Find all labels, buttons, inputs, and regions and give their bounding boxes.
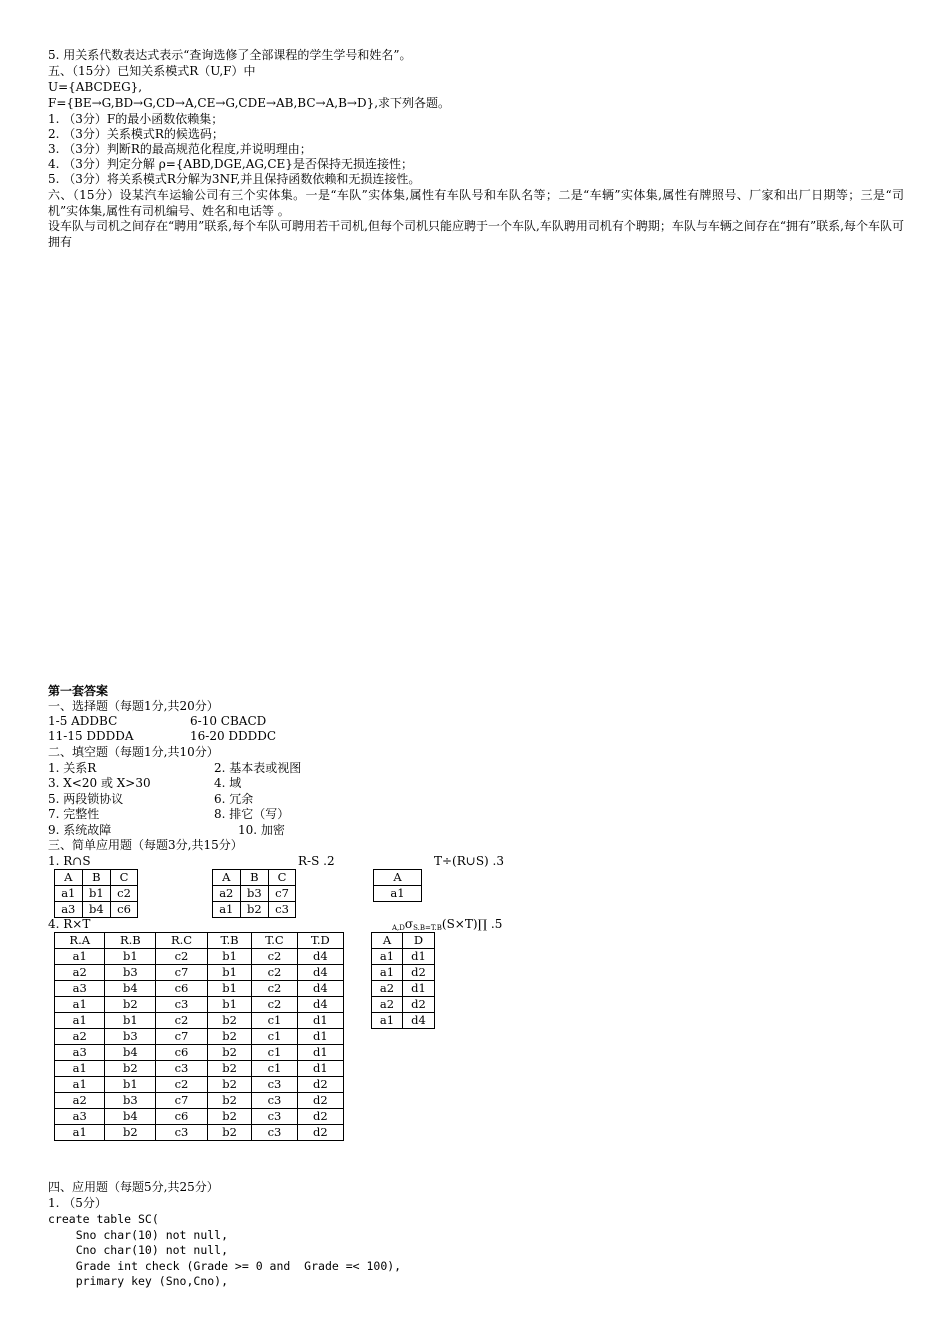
- table-row: [55, 1109, 344, 1125]
- table-cell: d1: [402, 949, 434, 965]
- table-cell: a1: [372, 1013, 403, 1029]
- fill-answer: 2. 基本表或视图: [214, 761, 302, 775]
- fill-answer: 4. 域: [214, 776, 242, 790]
- table-cell: a3: [55, 1045, 105, 1061]
- code-line: Sno char(10) not null,: [48, 1228, 229, 1242]
- result-table-projection: [371, 932, 435, 1029]
- answers-section-2-title: 二、填空题（每题1分,共10分）: [48, 745, 219, 759]
- fill-answer: 7. 完整性: [48, 807, 100, 821]
- table-row: [55, 1013, 344, 1029]
- table-cell: b4: [82, 902, 111, 918]
- table-row: [55, 981, 344, 997]
- table-cell: b2: [207, 1061, 252, 1077]
- table-row: [55, 1077, 344, 1093]
- table-cell: c7: [156, 965, 208, 981]
- table-cell: d1: [297, 1045, 343, 1061]
- table-cell: a2: [55, 1093, 105, 1109]
- answers-section-4-item-1: 1. （5分）: [48, 1196, 107, 1210]
- table-cell: a1: [55, 949, 105, 965]
- table-cell: b2: [240, 902, 269, 918]
- table-header-row: [374, 870, 422, 886]
- table-cell: c3: [269, 902, 296, 918]
- table-cell: b3: [105, 965, 156, 981]
- table-cell: b4: [105, 981, 156, 997]
- choice-answer: 1-5 ADDBC: [48, 714, 118, 728]
- table-cell: b4: [105, 1109, 156, 1125]
- table-header-cell: D: [402, 933, 434, 949]
- question-5-line: 5. 用关系代数表达式表示“查询选修了全部课程的学生学号和姓名”。: [48, 48, 412, 62]
- table-row: [55, 1061, 344, 1077]
- table-cell: b2: [105, 997, 156, 1013]
- table-row: [55, 1029, 344, 1045]
- table-cell: d1: [297, 1013, 343, 1029]
- table-cell: b1: [82, 886, 111, 902]
- table-cell: a2: [372, 981, 403, 997]
- table-cell: b2: [207, 1109, 252, 1125]
- table-cell: c2: [111, 886, 138, 902]
- table-row: [372, 1013, 435, 1029]
- table-cell: b3: [240, 886, 269, 902]
- relation-label-1: 1. R∩S: [48, 854, 91, 868]
- table-cell: c3: [252, 1109, 297, 1125]
- answers-section-1-title: 一、选择题（每题1分,共20分）: [48, 699, 219, 713]
- table-cell: c2: [252, 949, 297, 965]
- relation-expression: (S×T)∏ .5: [441, 917, 503, 931]
- fill-answer: 1. 关系R: [48, 761, 97, 775]
- table-row: [55, 886, 138, 902]
- table-cell: b2: [207, 1125, 252, 1141]
- table-header-row: [372, 933, 435, 949]
- code-line: create table SC(: [48, 1212, 159, 1226]
- table-cell: c2: [156, 1013, 208, 1029]
- table-cell: a3: [55, 1109, 105, 1125]
- table-header-cell: R.C: [156, 933, 208, 949]
- table-row: [55, 1093, 344, 1109]
- table-cell: b2: [105, 1061, 156, 1077]
- table-cell: b1: [105, 1013, 156, 1029]
- table-cell: b1: [207, 949, 252, 965]
- table-header-row: [55, 933, 344, 949]
- table-row: [213, 902, 296, 918]
- table-cell: c1: [252, 1029, 297, 1045]
- result-table-intersection: [54, 869, 138, 918]
- table-cell: d4: [402, 1013, 434, 1029]
- table-row: [372, 997, 435, 1013]
- table-cell: c3: [252, 1093, 297, 1109]
- table-cell: b1: [105, 949, 156, 965]
- table-cell: c6: [111, 902, 138, 918]
- table-header-cell: B: [240, 870, 269, 886]
- table-cell: d2: [297, 1077, 343, 1093]
- table-row: [372, 981, 435, 997]
- code-line: Cno char(10) not null,: [48, 1243, 229, 1257]
- table-header-cell: R.B: [105, 933, 156, 949]
- table-row: [55, 949, 344, 965]
- answers-title: 第一套答案: [48, 684, 109, 698]
- fill-answer: 5. 两段锁协议: [48, 792, 124, 806]
- table-cell: b1: [105, 1077, 156, 1093]
- table-row: [374, 886, 422, 902]
- table-cell: a1: [55, 886, 83, 902]
- table-cell: a3: [55, 981, 105, 997]
- table-cell: c3: [156, 1125, 208, 1141]
- table-header-cell: B: [82, 870, 111, 886]
- table-header-cell: C: [111, 870, 138, 886]
- table-cell: b2: [207, 1013, 252, 1029]
- table-header-cell: T.D: [297, 933, 343, 949]
- table-cell: b2: [207, 1077, 252, 1093]
- code-line: primary key (Sno,Cno),: [48, 1274, 229, 1288]
- fill-answer: 10. 加密: [238, 823, 285, 837]
- table-cell: a2: [213, 886, 241, 902]
- table-cell: c2: [252, 965, 297, 981]
- table-row: [55, 965, 344, 981]
- table-row: [55, 902, 138, 918]
- table-cell: b2: [207, 1029, 252, 1045]
- table-cell: c2: [156, 949, 208, 965]
- table-cell: a2: [55, 1029, 105, 1045]
- choice-answer: 6-10 CBACD: [190, 714, 267, 728]
- table-cell: a2: [55, 965, 105, 981]
- section-5-item: 5. （3分）将关系模式R分解为3NF,并且保持函数依赖和无损连接性。: [48, 172, 421, 186]
- section-5-f: F={BE→G,BD→G,CD→A,CE→G,CDE→AB,BC→A,B→D},求下列各题。: [48, 96, 451, 110]
- table-cell: c7: [156, 1029, 208, 1045]
- table-cell: d2: [297, 1093, 343, 1109]
- result-table-product: [54, 932, 344, 1141]
- table-cell: c3: [156, 1061, 208, 1077]
- choice-answer: 16-20 DDDDC: [190, 729, 277, 743]
- table-cell: c2: [156, 1077, 208, 1093]
- table-row: [213, 886, 296, 902]
- table-cell: a1: [374, 886, 422, 902]
- table-cell: c7: [156, 1093, 208, 1109]
- fill-answer: 3. X<20 或 X>30: [48, 776, 151, 790]
- table-cell: d1: [402, 981, 434, 997]
- table-cell: d2: [297, 1125, 343, 1141]
- result-table-division: [373, 869, 422, 902]
- section-6-paragraph-1: 六、（15分）设某汽车运输公司有三个实体集。一是“车队”实体集,属性有车队号和车队名等；二是“车辆”实体集,属性有牌照号、厂家和出厂日期等；三是“司机”实体集,属性有司机编号、姓名和电话等 。: [48, 188, 904, 218]
- table-cell: d4: [297, 965, 343, 981]
- table-row: [55, 1125, 344, 1141]
- table-cell: b2: [207, 1045, 252, 1061]
- table-cell: a1: [55, 1013, 105, 1029]
- relation-label-4: 4. R×T: [48, 917, 91, 931]
- answers-section-4-title: 四、应用题（每题5分,共25分）: [48, 1180, 219, 1194]
- table-cell: c1: [252, 1013, 297, 1029]
- table-header-cell: A: [55, 870, 83, 886]
- table-cell: b2: [207, 1093, 252, 1109]
- table-cell: a3: [55, 902, 83, 918]
- table-cell: c2: [252, 997, 297, 1013]
- table-cell: c6: [156, 1045, 208, 1061]
- table-header-cell: T.B: [207, 933, 252, 949]
- section-6-paragraph-2: 设车队与司机之间存在“聘用”联系,每个车队可聘用若干司机,但每个司机只能应聘于一个车队,车队聘用司机有个聘期；车队与车辆之间存在“拥有”联系,每个车队可拥有: [48, 219, 904, 249]
- table-cell: a1: [55, 1125, 105, 1141]
- table-cell: d1: [297, 1029, 343, 1045]
- table-header-cell: C: [269, 870, 296, 886]
- table-cell: b3: [105, 1093, 156, 1109]
- result-table-difference: [212, 869, 296, 918]
- table-cell: d2: [402, 997, 434, 1013]
- table-cell: d2: [402, 965, 434, 981]
- projection-attrs: A,D: [392, 924, 405, 932]
- fill-answer: 6. 冗余: [214, 792, 254, 806]
- table-cell: c2: [252, 981, 297, 997]
- table-cell: c3: [252, 1077, 297, 1093]
- table-cell: b1: [207, 981, 252, 997]
- section-5-item: 4. （3分）判定分解 ρ={ABD,DGE,AG,CE}是否保持无损连接性；: [48, 157, 413, 171]
- table-header-cell: R.A: [55, 933, 105, 949]
- section-5-title: 五、（15分）已知关系模式R（U,F）中: [48, 64, 256, 78]
- table-row: [372, 949, 435, 965]
- table-cell: a1: [55, 1061, 105, 1077]
- table-cell: d1: [297, 1061, 343, 1077]
- table-cell: b2: [105, 1125, 156, 1141]
- table-cell: c7: [269, 886, 296, 902]
- table-cell: d4: [297, 949, 343, 965]
- table-row: [55, 997, 344, 1013]
- table-header-cell: T.C: [252, 933, 297, 949]
- table-cell: a1: [55, 997, 105, 1013]
- sigma-symbol: σ: [404, 917, 414, 931]
- fill-answer: 8. 排它（写）: [214, 807, 290, 821]
- table-cell: a1: [372, 949, 403, 965]
- table-cell: c3: [156, 997, 208, 1013]
- section-5-item: 3. （3分）判断R的最高规范化程度,并说明理由；: [48, 142, 312, 156]
- table-cell: b1: [207, 997, 252, 1013]
- relation-label-3: T÷(R∪S) .3: [434, 854, 504, 868]
- table-cell: a1: [372, 965, 403, 981]
- table-cell: d2: [297, 1109, 343, 1125]
- fill-answer: 9. 系统故障: [48, 823, 112, 837]
- table-row: [55, 1045, 344, 1061]
- table-cell: b1: [207, 965, 252, 981]
- table-cell: c1: [252, 1045, 297, 1061]
- table-header-row: [213, 870, 296, 886]
- table-header-cell: A: [213, 870, 241, 886]
- choice-answer: 11-15 DDDDA: [48, 729, 134, 743]
- table-header-cell: A: [372, 933, 403, 949]
- table-cell: b3: [105, 1029, 156, 1045]
- table-cell: a2: [372, 997, 403, 1013]
- section-5-u: U={ABCDEG},: [48, 80, 143, 94]
- section-5-item: 1. （3分）F的最小函数依赖集；: [48, 112, 224, 126]
- table-cell: c6: [156, 981, 208, 997]
- table-cell: d4: [297, 997, 343, 1013]
- table-row: [372, 965, 435, 981]
- section-5-item: 2. （3分）关系模式R的候选码；: [48, 127, 224, 141]
- relation-label-2: R-S .2: [298, 854, 335, 868]
- table-header-cell: A: [374, 870, 422, 886]
- table-cell: a1: [213, 902, 241, 918]
- table-cell: d4: [297, 981, 343, 997]
- table-cell: c1: [252, 1061, 297, 1077]
- table-header-row: [55, 870, 138, 886]
- table-cell: b4: [105, 1045, 156, 1061]
- table-cell: a1: [55, 1077, 105, 1093]
- answers-section-3-title: 三、简单应用题（每题3分,共15分）: [48, 838, 243, 852]
- selection-condition: S.B=T.B: [413, 924, 442, 932]
- table-cell: c3: [252, 1125, 297, 1141]
- table-cell: c6: [156, 1109, 208, 1125]
- code-line: Grade int check (Grade >= 0 and Grade =< 100),: [48, 1259, 402, 1273]
